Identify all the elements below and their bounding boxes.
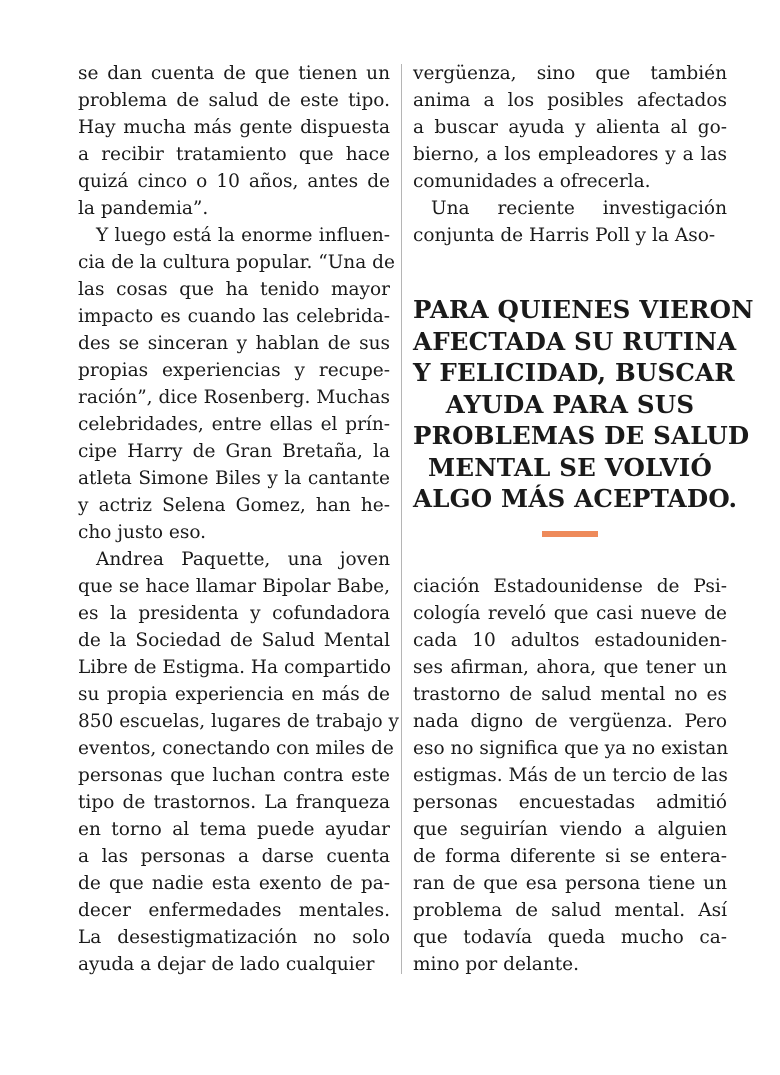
text-line: Andrea Paquette, una joven (96, 549, 390, 570)
text-line: se dan cuenta de que tienen un (78, 63, 390, 84)
left-column (78, 60, 399, 978)
text-line: Una reciente investigación (431, 198, 727, 219)
text-line: atleta Simone Biles y la cantante (78, 468, 390, 489)
paragraph (413, 573, 727, 978)
text-line: de la Sociedad de Salud Mental (78, 630, 390, 651)
text-line: nada digno de vergüenza. Pero (413, 711, 727, 732)
paragraph (413, 195, 727, 249)
text-line: eventos, conectando con miles de (78, 738, 394, 759)
text-line: su propia experiencia en más de (78, 684, 390, 705)
text-line: la pandemia”. (78, 198, 209, 219)
text-line: a recibir tratamiento que hace (78, 144, 390, 165)
paragraph (78, 546, 399, 978)
text-line: de forma diferente si se entera- (413, 846, 727, 867)
pull-quote-line: AFECTADA SU RUTINA (413, 326, 737, 356)
text-line: ciación Estadounidense de Psi- (413, 576, 727, 597)
text-line: ayuda a dejar de lado cualquier (78, 954, 375, 975)
text-line: bierno, a los empleadores y a las (413, 144, 727, 165)
text-line: Hay mucha más gente dispuesta (78, 117, 390, 138)
text-line: eso no significa que ya no existan (413, 738, 729, 759)
text-line: 850 escuelas, lugares de trabajo y (78, 711, 399, 732)
paragraph (413, 60, 727, 195)
pull-quote-line: PARA QUIENES VIERON (413, 295, 754, 324)
paragraph (78, 60, 390, 222)
text-line: trastorno de salud mental no es (413, 684, 727, 705)
text-line: que se hace llamar Bipolar Babe, (78, 576, 390, 597)
text-line: de que nadie esta exento de pa- (78, 873, 390, 894)
text-line: estigmas. Más de un tercio de las (413, 765, 728, 786)
text-line: ran de que esa persona tiene un (413, 873, 727, 894)
text-line: problema de salud de este tipo. (78, 90, 390, 111)
text-line: ses afirman, ahora, que tener un (413, 657, 727, 678)
right-column-top (413, 60, 727, 249)
right-column-bottom (413, 573, 727, 978)
text-line: y actriz Selena Gomez, han he- (78, 495, 390, 516)
text-line: ración”, dice Rosenberg. Muchas (78, 387, 390, 408)
text-line: problema de salud mental. Así (413, 900, 727, 921)
pull-quote-line: ALGO MÁS ACEPTADO. (413, 484, 738, 513)
text-line: des se sinceran y hablan de sus (78, 333, 390, 354)
pull-quote (413, 294, 754, 537)
column-divider (401, 64, 402, 974)
text-line: cho justo eso. (78, 522, 207, 543)
text-line: cada 10 adultos estadouniden- (413, 630, 727, 651)
text-line: mino por delante. (413, 954, 580, 975)
text-line: vergüenza, sino que también (413, 63, 727, 84)
text-line: que todavía queda mucho ca- (413, 927, 727, 948)
text-line: propias experiencias y recupe- (78, 360, 390, 381)
text-line: a buscar ayuda y alienta al go- (413, 117, 727, 138)
text-line: personas encuestadas admitió (413, 792, 727, 813)
text-line: que seguirían viendo a alguien (413, 819, 727, 840)
pull-quote-line: MENTAL SE VOLVIÓ (428, 452, 712, 482)
pull-quote-line: PROBLEMAS DE SALUD (413, 421, 750, 450)
text-line: a las personas a darse cuenta (78, 846, 390, 867)
text-line: tipo de trastornos. La franqueza (78, 792, 390, 813)
text-line: personas que luchan contra este (78, 765, 390, 786)
pull-quote-text (413, 294, 754, 515)
text-line: cia de la cultura popular. “Una de (78, 252, 395, 273)
text-line: las cosas que ha tenido mayor (78, 279, 390, 300)
text-line: celebridades, entre ellas el prín- (78, 414, 390, 435)
text-line: Y luego está la enorme influen- (96, 225, 390, 246)
text-line: comunidades a ofrecerla. (413, 171, 651, 192)
text-line: cología reveló que casi nueve de (413, 603, 727, 624)
pull-quote-line: AYUDA PARA SUS (445, 389, 695, 419)
accent-bar (542, 531, 598, 537)
text-line: en torno al tema puede ayudar (78, 819, 390, 840)
text-line: Libre de Estigma. Ha compartido (78, 657, 392, 678)
text-line: es la presidenta y cofundadora (78, 603, 390, 624)
text-line: cipe Harry de Gran Bretaña, la (78, 441, 390, 462)
paragraph (78, 222, 395, 546)
text-line: decer enfermedades mentales. (78, 900, 390, 921)
text-line: quizá cinco o 10 años, antes de (78, 171, 390, 192)
pull-quote-line: Y FELICIDAD, BUSCAR (413, 358, 735, 387)
text-line: impacto es cuando las celebrida- (78, 306, 390, 327)
text-line: conjunta de Harris Poll y la Aso- (413, 225, 716, 246)
text-line: anima a los posibles afectados (413, 90, 727, 111)
text-line: La desestigmatización no solo (78, 927, 390, 948)
